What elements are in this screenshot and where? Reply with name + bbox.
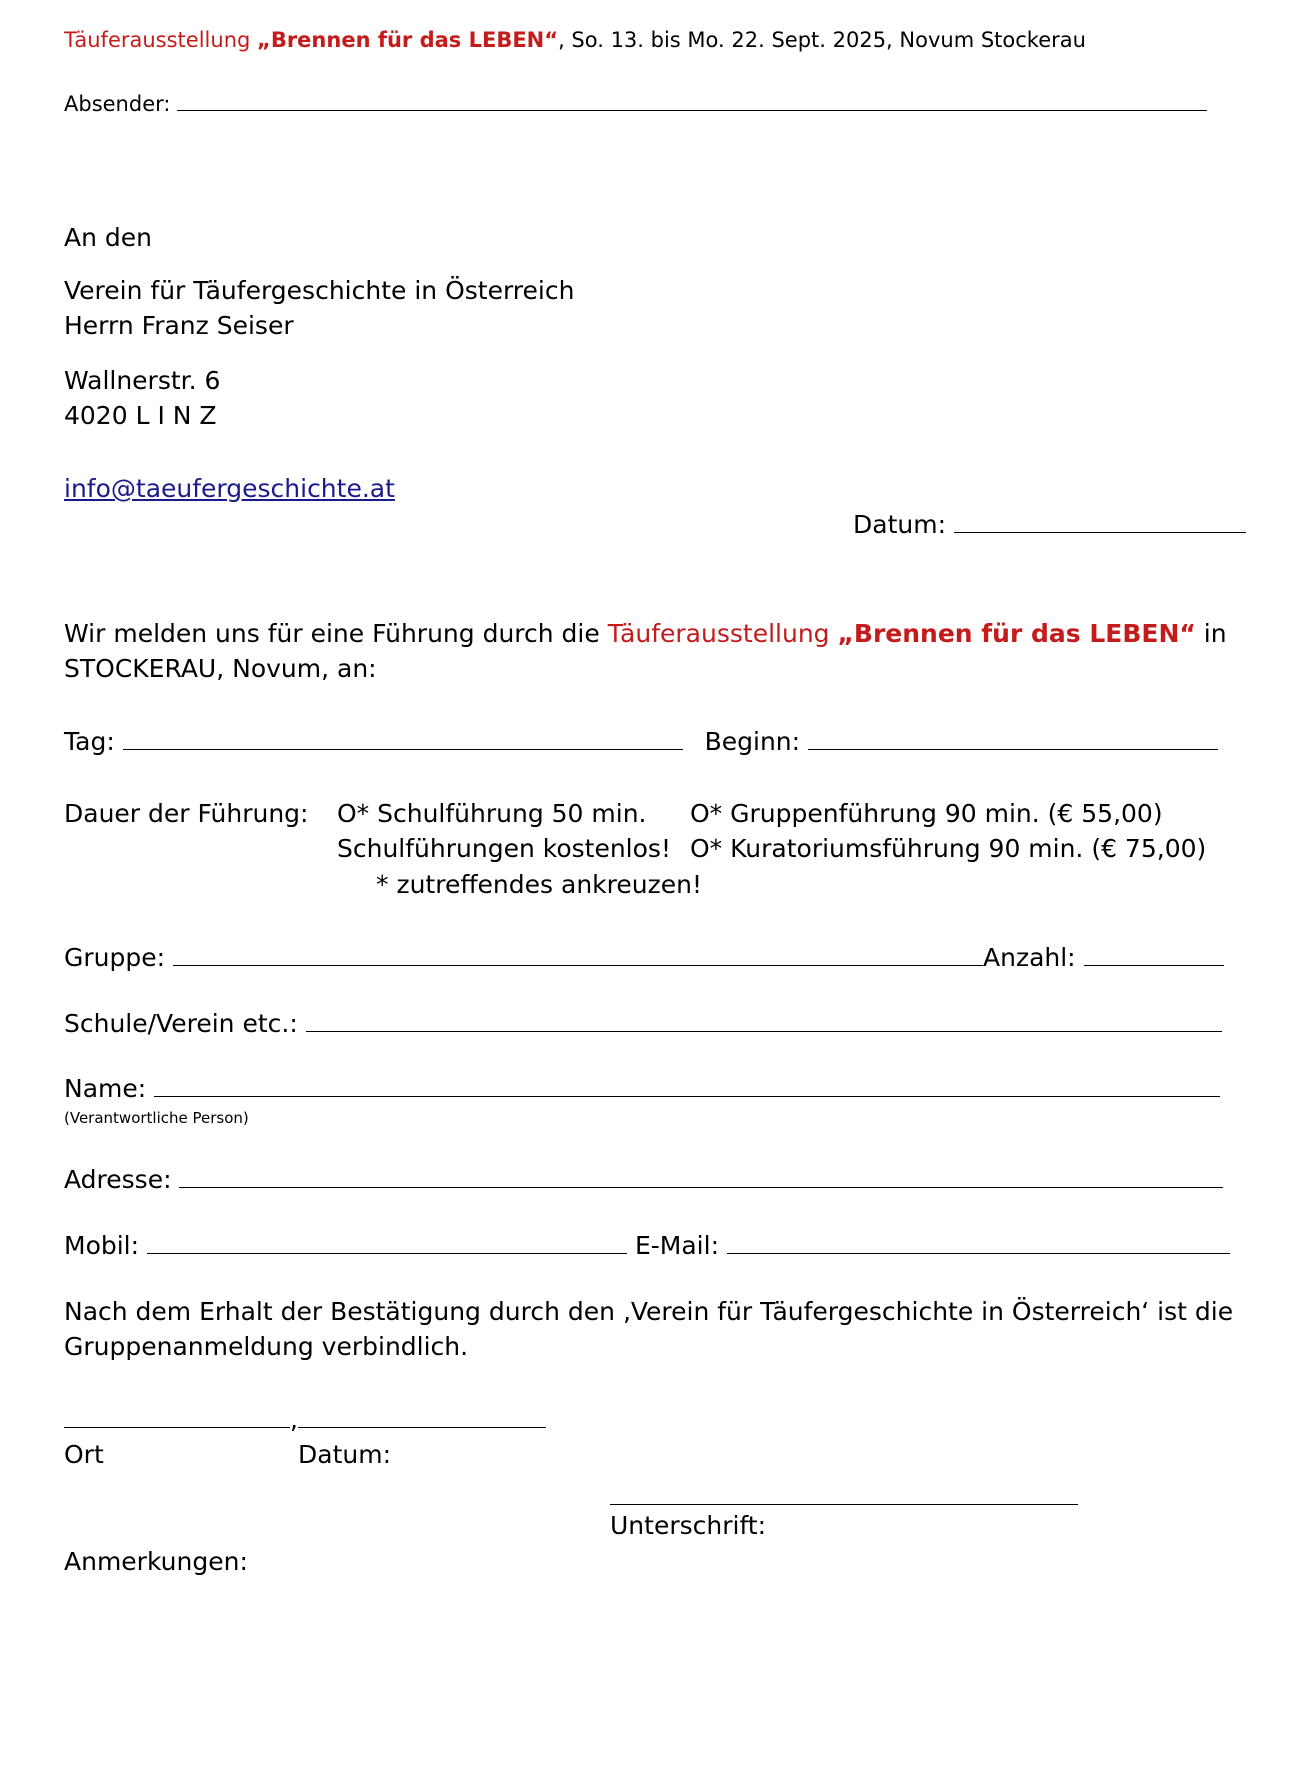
name-hint: (Verantwortliche Person)	[64, 1109, 249, 1127]
recipient-city: 4020 L I N Z	[64, 401, 217, 430]
checkbox-note: * zutreffendes ankreuzen!	[376, 870, 702, 899]
date-line[interactable]	[954, 531, 1246, 533]
day-start-row	[64, 729, 1218, 754]
schule-label: Schule/Verein etc.:	[64, 1009, 298, 1038]
intro-line-2: STOCKERAU, Novum, an:	[64, 654, 377, 683]
datum-line[interactable]	[298, 1426, 546, 1428]
confirmation-line-2: Gruppenanmeldung verbindlich.	[64, 1332, 469, 1361]
tag-line[interactable]	[123, 748, 683, 750]
schule-line[interactable]	[306, 1030, 1222, 1032]
duration-label: Dauer der Führung:	[64, 799, 309, 828]
date-label: Datum:	[853, 510, 946, 539]
address-row	[64, 1167, 1223, 1192]
beginn-line[interactable]	[808, 748, 1218, 750]
gruppe-line[interactable]	[173, 964, 983, 966]
school-row	[64, 1011, 1222, 1036]
intro-text: Wir melden uns für eine Führung durch die	[64, 619, 608, 648]
beginn-label: Beginn:	[704, 727, 801, 756]
name-label: Name:	[64, 1074, 147, 1103]
tag-label: Tag:	[64, 727, 115, 756]
event-prefix: Täuferausstellung	[64, 28, 258, 52]
signature-label: Unterschrift:	[610, 1511, 767, 1540]
datum-label: Datum:	[298, 1440, 391, 1469]
event-name: „Brennen für das LEBEN“	[257, 28, 559, 52]
option-gruppenfuehrung[interactable]: O* Gruppenführung 90 min. (€ 55,00)	[690, 799, 1163, 828]
free-note: Schulführungen kostenlos!	[337, 834, 671, 863]
intro-exhibition: Täuferausstellung	[607, 619, 838, 648]
confirmation-line-1: Nach dem Erhalt der Bestätigung durch den ‚Verein für Täufergeschichte in Österreich‘ ist die	[64, 1297, 1234, 1326]
signature-line[interactable]	[610, 1504, 1078, 1505]
comma: ,	[290, 1405, 298, 1434]
anzahl-line[interactable]	[1084, 964, 1224, 966]
gruppe-label: Gruppe:	[64, 943, 166, 972]
option-kuratoriumsfuehrung[interactable]: O* Kuratoriumsführung 90 min. (€ 75,00)	[690, 834, 1207, 863]
recipient-street: Wallnerstr. 6	[64, 366, 221, 395]
anzahl-label: Anzahl:	[983, 943, 1076, 972]
intro-exhibition-name: „Brennen für das LEBEN“	[837, 619, 1196, 648]
adresse-line[interactable]	[179, 1186, 1223, 1188]
recipient-salutation: An den	[64, 223, 152, 252]
ort-label: Ort	[64, 1440, 104, 1469]
sender-line[interactable]	[177, 109, 1207, 111]
mobil-line[interactable]	[147, 1252, 627, 1254]
contact-row	[64, 1233, 1230, 1258]
option-schulfuehrung[interactable]: O* Schulführung 50 min.	[337, 799, 647, 828]
recipient-person: Herrn Franz Seiser	[64, 311, 294, 340]
email-label: E-Mail:	[634, 1231, 719, 1260]
remarks-label: Anmerkungen:	[64, 1547, 248, 1576]
ort-line[interactable]	[64, 1426, 290, 1428]
date-row	[853, 512, 1246, 537]
mobil-label: Mobil:	[64, 1231, 140, 1260]
adresse-label: Adresse:	[64, 1165, 172, 1194]
email-link[interactable]: info@taeufergeschichte.at	[64, 474, 395, 503]
place-date-row	[64, 1407, 546, 1432]
email-line[interactable]	[727, 1252, 1230, 1254]
sender-row	[64, 94, 1207, 115]
intro-suffix: in	[1195, 619, 1227, 648]
recipient-org: Verein für Täufergeschichte in Österreich	[64, 276, 575, 305]
sender-label: Absender:	[64, 92, 171, 116]
group-row	[64, 945, 1224, 970]
recipient-email	[64, 476, 395, 501]
event-details: , So. 13. bis Mo. 22. Sept. 2025, Novum Stockerau	[558, 28, 1086, 52]
event-header	[64, 30, 1086, 51]
name-line[interactable]	[154, 1095, 1220, 1097]
intro-line-1	[64, 621, 1227, 646]
name-row	[64, 1076, 1220, 1101]
